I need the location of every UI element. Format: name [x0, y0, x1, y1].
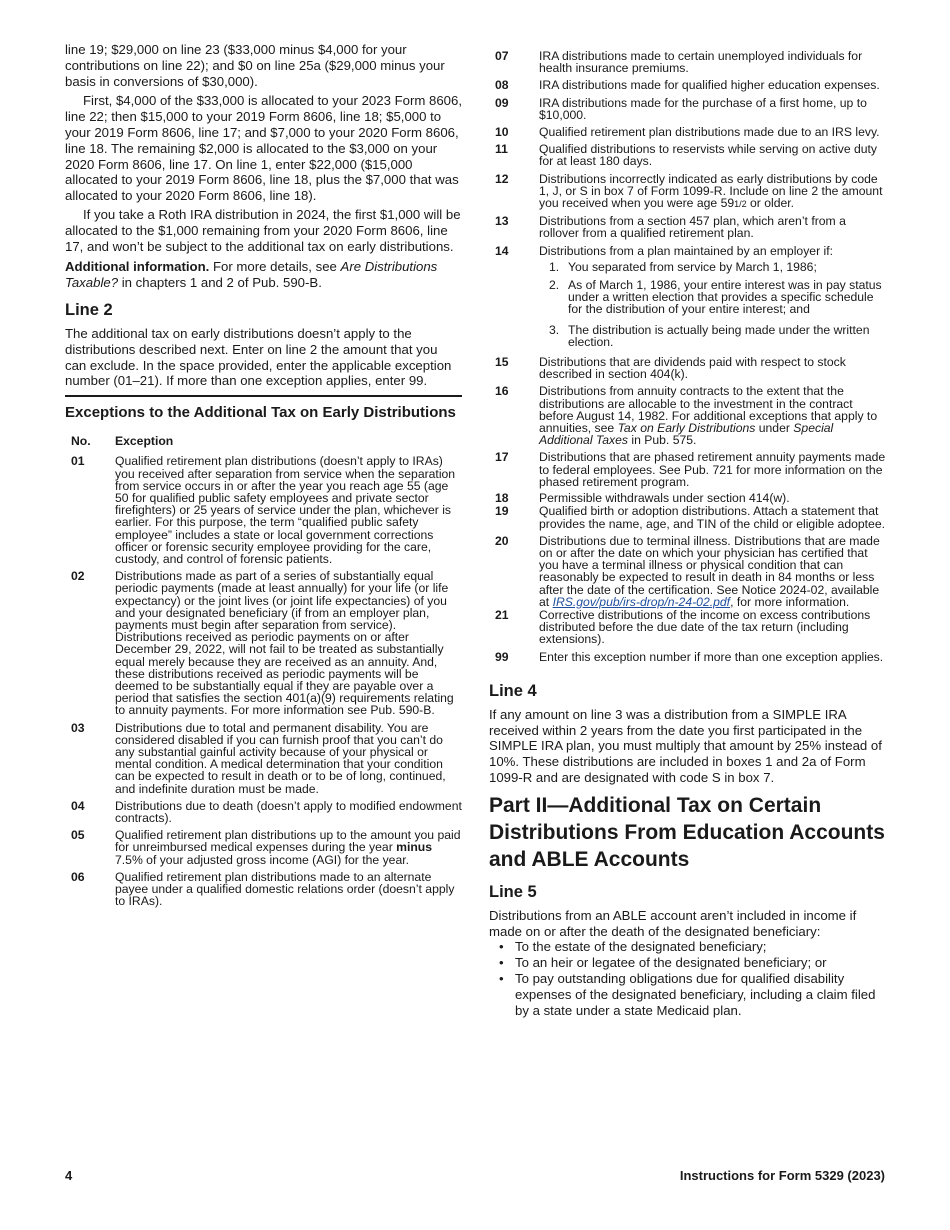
exception-row: [65, 722, 462, 800]
exception-text-part: Distributions due to terminal illness. Distributions that are made on or after the date on which your physician has certified that you have a terminal illness or physical condition that can reasonably be expected to result in death in 84 months or less after the date of the certification. See Notice 2024-02, available at: [539, 533, 880, 609]
additional-information-text: For more details, see: [209, 259, 341, 275]
right-column: [489, 50, 887, 1018]
exception-text: Permissible withdrawals under section 414(w).: [539, 491, 790, 506]
exception-number: 21: [495, 607, 509, 622]
roth-distribution-paragraph: If you take a Roth IRA distribution in 2024, the first $1,000 will be allocated to the $1,000 remaining from your 2020 Form 8606, line 17, and won’t be subject to the additional tax on early distributions.: [65, 206, 461, 254]
exception-text-part-end: or older.: [746, 196, 795, 211]
exception-row: [489, 651, 887, 668]
exception-number: 07: [495, 49, 509, 63]
page-number: 4: [65, 1168, 73, 1183]
exception-number: 20: [495, 533, 509, 548]
exception-text: Qualified birth or adoption distributions. Attach a statement that provides the name, age, and TIN of the child or eligible adoptee.: [539, 504, 885, 531]
line-5-heading: Line 5: [489, 882, 537, 901]
exception-text: IRA distributions made to certain unemployed individuals for health insurance premiums.: [539, 49, 863, 76]
exceptions-table-continued: [489, 50, 887, 668]
exception-text: [115, 829, 462, 871]
exception-row: [489, 50, 887, 79]
exception-number: 09: [495, 95, 509, 110]
exception-text: Distributions due to total and permanent disability. You are considered disabled if you can furnish proof that you can’t do any substantial gainful activity because of your physical or mental condition. A medical determination that your condition can be expected to result in death or to be of long, continued, and indefinite duration must be made.: [115, 720, 446, 796]
exception-text: Distributions due to death (doesn’t apply to modified endowment contracts).: [115, 798, 462, 826]
exception-number: 14: [495, 243, 509, 258]
exception-number: 13: [495, 214, 509, 229]
exception-text: Qualified retirement plan distributions made due to an IRS levy.: [539, 125, 880, 140]
exception-text: Enter this exception number if more than one exception applies.: [539, 649, 884, 664]
exception-text: Distributions that are phased retirement annuity payments made to federal employees. See Pub. 721 for more information on the phased retirement program.: [539, 450, 886, 489]
condition-number: 1.: [549, 259, 560, 274]
exception-row: [489, 356, 887, 385]
exception-number: 08: [495, 78, 509, 93]
exception-row: [65, 800, 462, 829]
condition-text: You separated from service by March 1, 1986;: [568, 259, 817, 274]
exception-text-italic: Tax on Early Distributions: [617, 421, 756, 436]
exception-number: 11: [495, 142, 508, 157]
exception-text: IRA distributions made for qualified higher education expenses.: [539, 78, 880, 93]
exception-text: Corrective distributions of the income on excess contributions distributed before the due date of the tax return (including extensions).: [539, 607, 871, 647]
exception-text: [539, 173, 887, 216]
allocation-paragraph: First, $4,000 of the $33,000 is allocated to your 2023 Form 8606, line 22; then $15,000 to your 2019 Form 8606, line 18; $5,000 to your 2019 Form 8606, line 17; and $7,000 to your 2020 Form 8606, line 18. The remaining $2,000 is allocated to the $3,000 on your 2020 Form 8606, line 17. On line 1, enter $22,000 ($15,000 allocated to your 2019 Form 8606, line 18, plus the $7,000 that was allocated to your 2020 Form 8606, line 18).: [65, 93, 463, 204]
exception-text: Qualified distributions to reservists while serving on active duty for at least 180 days.: [539, 142, 878, 169]
exception-text-part: under: [755, 421, 794, 436]
list-item: [489, 955, 887, 971]
footer-form-title: Instructions for Form 5329 (2023): [679, 1168, 885, 1183]
exception-text: IRA distributions made for the purchase of a first home, up to $10,000.: [539, 95, 867, 122]
exception-number: 16: [495, 384, 509, 399]
exception-row: [489, 173, 887, 216]
exception-number: 10: [495, 125, 509, 140]
fraction-half: 1/2: [734, 199, 747, 210]
line-2-text: The additional tax on early distributions doesn’t apply to the distributions described next. Enter on line 2 the amount that you can exclude. In the space provided, enter the applicable exception number (01–21). If more than one exception applies, enter 99.: [65, 325, 452, 389]
exception-text-part: Distributions from annuity contracts to the extent that the distributions are allocable to the investment in the contract before August 14, 1982. For additional exceptions that apply to annuities, see: [539, 384, 878, 436]
line-5-text: Distributions from an ABLE account aren’t included in income if made on or after the death of the designated beneficiary:: [489, 907, 857, 939]
exception-text-part-end: in Pub. 575.: [627, 433, 697, 448]
exception-row: [65, 829, 462, 871]
exception-text-part: Distributions incorrectly indicated as early distributions by code 1, J, or S in box 7 of Form 1099-R. Include on line 2 the amount you received when you were age 59: [539, 171, 883, 211]
condition-number: 3.: [549, 322, 560, 337]
condition-item: [539, 324, 887, 348]
bullet-icon: •: [499, 939, 504, 955]
exception-text: Distributions from a section 457 plan, which aren’t from a rollover from a qualified retirement plan.: [539, 214, 846, 241]
exception-row: [489, 245, 887, 356]
exception-row: [65, 455, 462, 570]
exception-text: Distributions that are dividends paid with respect to stock described in section 404(k).: [539, 355, 846, 382]
line-4-text: If any amount on line 3 was a distribution from a SIMPLE IRA received within 2 years from the date you first participated in the SIMPLE IRA plan, you must multiply that amount by 25% instead of 10%. These distributions are included in boxes 1 and 2a of Form 1099-R and are designated with code S in box 7.: [489, 706, 882, 785]
exceptions-heading: Exceptions to the Additional Tax on Early Distributions: [65, 395, 462, 435]
exception-text-italic: Special Additional Taxes: [539, 421, 834, 448]
exception-number: 15: [495, 355, 509, 370]
exception-text: [539, 385, 887, 451]
exception-number: 18: [495, 491, 509, 506]
list-item: [489, 971, 887, 1018]
exception-number: 05: [71, 828, 85, 843]
additional-information-text-end: in chapters 1 and 2 of Pub. 590-B.: [118, 275, 322, 291]
additional-information: [65, 259, 462, 291]
exceptions-header-row: [65, 435, 462, 455]
exception-number: 03: [71, 720, 85, 735]
exception-14-conditions: [539, 261, 887, 348]
able-distribution-list: [489, 939, 887, 1018]
pub-reference-title: Are Distributions Taxable?: [65, 259, 438, 291]
exception-row: [65, 871, 462, 913]
exception-text-part: Qualified retirement plan distributions up to the amount you paid for unreimbursed medical expenses during the year: [115, 828, 461, 855]
exception-row: [489, 505, 887, 534]
exception-number: 19: [495, 504, 509, 519]
exception-row: [65, 570, 462, 721]
exception-number: 17: [495, 450, 509, 465]
bullet-icon: •: [499, 955, 504, 971]
exception-text-bold: minus: [396, 840, 433, 855]
column-header-exception: Exception: [115, 434, 174, 449]
exception-row: [489, 451, 887, 492]
notice-link[interactable]: IRS.gov/pub/irs-drop/n-24-02.pdf: [552, 594, 731, 609]
part-2-heading: Part II—Additional Tax on Certain Distributions From Education Accounts and ABLE Accounts: [489, 793, 885, 871]
exception-row: [489, 126, 887, 143]
exception-text: Qualified retirement plan distributions (doesn’t apply to IRAs) you received after separation from service when the separation from service occurs in or after the year you reach age 55 (age 50 for qualified public safety employees and private sector firefighters) or 25 years of service under the plan, whichever is earlier. For this purpose, the term “qualified public safety employee” includes a state or local government corrections officer or forensic security employee providing for the care, custody, and control of forensic patients.: [115, 454, 456, 566]
exception-row: [489, 609, 887, 651]
exception-row: [489, 385, 887, 451]
continued-paragraph: line 19; $29,000 on line 23 ($33,000 minus $4,000 for your contributions on line 22); and $0 on line 25a ($29,000 minus your basis in conversions of $30,000).: [65, 42, 445, 89]
condition-text: As of March 1, 1986, your entire interest was in pay status under a written election that provides a specific schedule for the distribution of your entire interest; and: [568, 278, 882, 317]
bullet-icon: •: [499, 970, 504, 986]
exception-row: [489, 143, 887, 172]
exception-row: [489, 215, 887, 244]
exception-number: 99: [495, 649, 509, 664]
exception-text-part-end: , for more information.: [730, 594, 850, 609]
exception-row: [489, 97, 887, 126]
condition-number: 2.: [549, 278, 560, 293]
condition-item: [539, 279, 887, 316]
exceptions-table: [65, 435, 462, 912]
exception-number: 01: [71, 454, 85, 469]
line-2-heading: Line 2: [65, 300, 113, 319]
list-item-text: To the estate of the designated beneficiary;: [515, 939, 767, 955]
exception-row: [489, 79, 887, 96]
column-header-no: No.: [71, 434, 91, 449]
additional-information-label: Additional information.: [65, 259, 210, 275]
list-item: [489, 939, 887, 955]
exception-text: Distributions made as part of a series of substantially equal periodic payments (made at least annually) for your life (or life expectancy) or the joint lives (or joint life expectancies) of you and your designated beneficiary (if from an employer plan, payments must begin after separation from service). Distributions received as periodic payments on or after December 29, 2022, will not fail to be treated as substantially equal merely because they are received as an annuity. And, these distributions received as periodic payments will be deemed to be substantially equal if they are payable over a period that satisfies the section 401(a)(9) requirements relating to annuity payments. For more information see Pub. 590-B.: [115, 569, 454, 718]
list-item-text: To pay outstanding obligations due for qualified disability expenses of the designated beneficiary, including a claim filed by a state under a state Medicaid plan.: [515, 970, 876, 1018]
line-4-heading: Line 4: [489, 681, 537, 700]
exception-number: 04: [71, 798, 85, 813]
exception-number: 02: [71, 569, 85, 584]
list-item-text: To an heir or legatee of the designated beneficiary; or: [515, 955, 827, 971]
exception-14-intro: Distributions from a plan maintained by an employer if:: [539, 243, 833, 258]
exception-row: [489, 535, 887, 609]
exception-text: [539, 245, 887, 356]
exception-text: [539, 535, 887, 609]
left-column: [65, 42, 462, 912]
exception-number: 12: [495, 171, 509, 186]
exception-number: 06: [71, 869, 85, 884]
exception-text: Qualified retirement plan distributions made to an alternate payee under a qualified domestic relations order (doesn’t apply to IRAs).: [115, 869, 455, 909]
exception-text-part-end: 7.5% of your adjusted gross income (AGI) for the year.: [115, 852, 409, 867]
condition-item: [539, 261, 887, 273]
condition-text: The distribution is actually being made under the written election.: [568, 322, 870, 349]
